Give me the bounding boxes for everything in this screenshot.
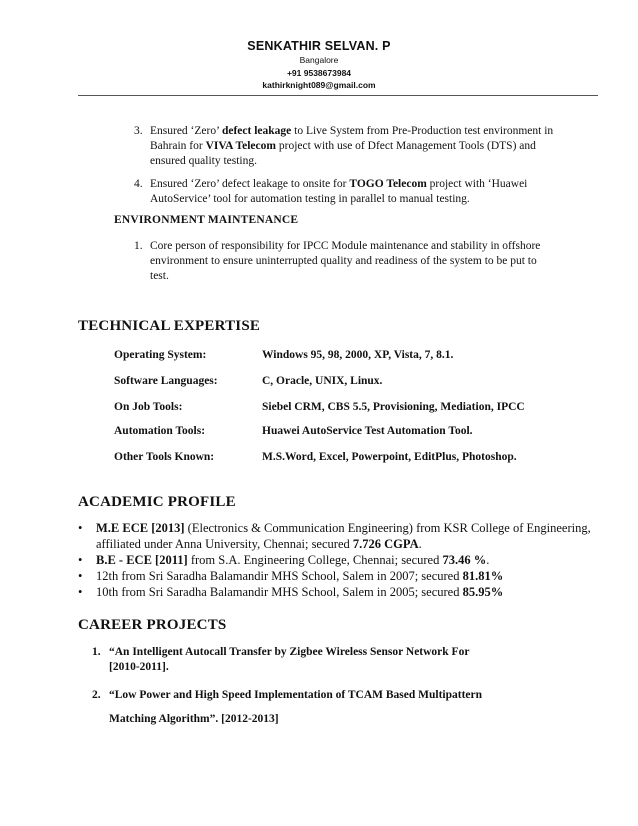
list-item: • 12th from Sri Saradha Balamandir MHS School, Salem in 2007; secured 81.81% <box>78 569 504 583</box>
project-item: 1. “An Intelligent Autocall Transfer by Zigbee Wireless Sensor Network For [2010-2011]. <box>92 646 470 673</box>
candidate-city: Bangalore <box>299 55 339 65</box>
career-projects-title: CAREER PROJECTS <box>78 617 227 633</box>
bullet-icon: • <box>78 521 83 535</box>
academic-list <box>78 520 598 600</box>
resume-page: SENKATHIR SELVAN. P Bangalore +91 9538673984 kathirknight089@gmail.com 3. Ensured ‘Zero’ defect leakage to Live System from Pre-Production test environment in Bahrain for VIVA Telecom project with use of Dfect Management Tools (DTS) and ensured quality testing. 4. Ensured ‘Zero’ defect leakage to onsite for TOGO Telecom project with ‘Huawei AutoService’ tool for automation testing in parallel to manual testing. ENVIRONMENT MAINTENANCE 1. Core person of responsibility for IPCC Module maintenance and stability in offshore environment to ensure uninterrupted quality and readiness of the system to be put to test. TECHNICAL EXPERTISE Operating System: Windows 95, 98, 2000, XP, Vista, 7, 8.1. Software Languages: C, Oracle, UNIX, Linux. On Job Tools: Siebel CRM, CBS 5.5, Provisioning, Mediation, IPCC Automation Tools: Huawei AutoService Test Automation Tool. Other Tools Known: M.S.Word, Excel, Powerpoint, EditPlus, Photoshop. ACADEMIC PROFILE • M.E ECE [2013] (Electronics & Communication Engineering) from KSR College of Engineering, affiliated under Anna University, Chennai; secured 7.726 CGPA. • B.E - ECE [2011] from S.A. Engineering College, Chennai; secured 73.46 %. • 12th from Sri Saradha Balamandir MHS School, Salem in 2007; secured 81.81% • 10th from Sri Saradha Balamandir MHS School, Salem in 2005; secured 85.95% CAREER PROJECTS 1. “An Intelligent Autocall Transfer by Zigbee Wireless Sensor Network For [2010-2011]. 2. “Low Power and High Speed Implementation of TCAM Based Multipattern Matching Algorithm”. [2012-2013] <box>0 0 638 826</box>
experience-list <box>134 124 554 207</box>
environment-heading: ENVIRONMENT MAINTENANCE <box>114 214 299 226</box>
list-item: • 10th from Sri Saradha Balamandir MHS School, Salem in 2005; secured 85.95% <box>78 585 504 599</box>
candidate-phone: +91 9538673984 <box>286 68 352 78</box>
bullet-icon: • <box>78 585 83 599</box>
candidate-email: kathirknight089@gmail.com <box>262 80 376 90</box>
technical-expertise-title: TECHNICAL EXPERTISE <box>78 318 261 334</box>
resume-header <box>0 38 638 91</box>
list-item: 1. Core person of responsibility for IPCC Module maintenance and stability in offshore environment to ensure uninterrupted quality and readiness of the system to be put to test. <box>134 240 541 282</box>
bullet-icon: • <box>78 553 83 567</box>
list-item: 3. Ensured ‘Zero’ defect leakage to Live System from Pre-Production test environment in Bahrain for VIVA Telecom project with use of Dfect Management Tools (DTS) and ensured quality testing. <box>134 125 554 167</box>
list-item: • M.E ECE [2013] (Electronics & Communication Engineering) from KSR College of Engineering, affiliated under Anna University, Chennai; secured 7.726 CGPA. <box>78 521 591 551</box>
academic-profile-title: ACADEMIC PROFILE <box>78 494 236 510</box>
environment-list <box>134 239 554 284</box>
project-item: 2. “Low Power and High Speed Implementation of TCAM Based Multipattern Matching Algorithm”. [2012-2013] <box>92 689 483 725</box>
list-item: 4. Ensured ‘Zero’ defect leakage to onsite for TOGO Telecom project with ‘Huawei AutoService’ tool for automation testing in parallel to manual testing. <box>134 178 528 205</box>
header-divider <box>78 95 598 96</box>
list-item: • B.E - ECE [2011] from S.A. Engineering College, Chennai; secured 73.46 %. <box>78 553 490 567</box>
bullet-icon: • <box>78 569 83 583</box>
candidate-name: SENKATHIR SELVAN. P <box>247 39 391 53</box>
